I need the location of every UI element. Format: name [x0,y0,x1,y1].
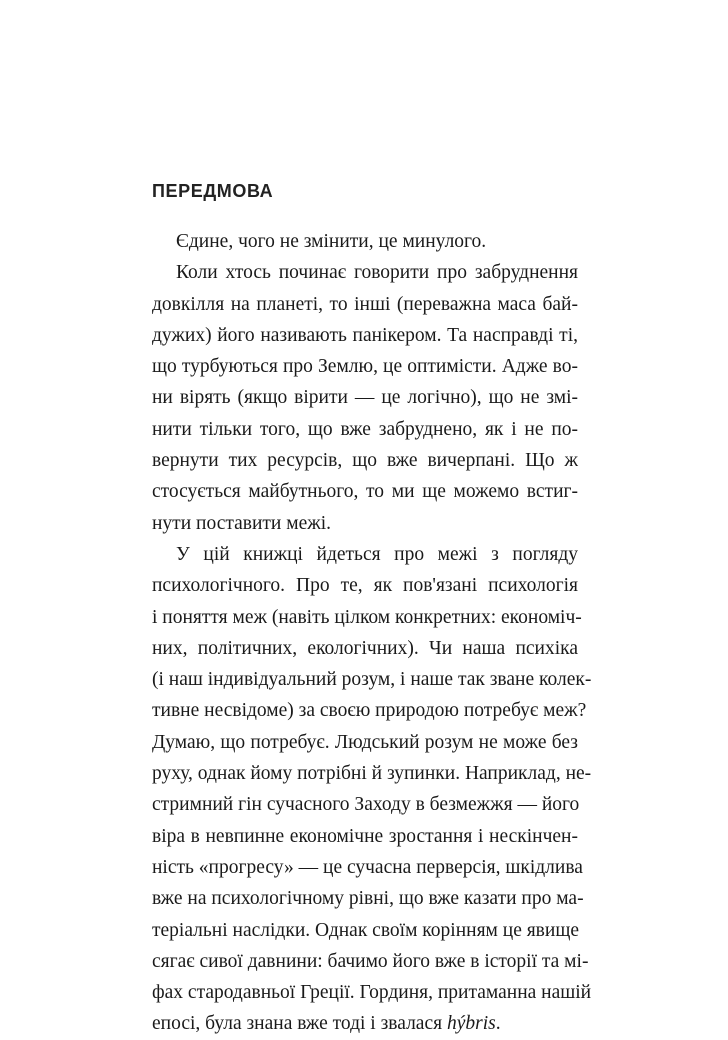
paragraph-2-line-2: довкілля на планеті, то інші (переважна маса бай- [152,293,578,315]
paragraph-3-line-3: і поняття меж (навіть цілком конкретних: економіч- [152,606,582,628]
paragraph-3-line-2: психологічного. Про те, як пов'язані психологія [152,575,578,597]
paragraph-2-line-7: вернути тих ресурсів, що вже вичерпані. Що ж [152,450,578,472]
paragraph-3-line-14: сягає сивої давнини: бачимо його вже в історії та мі- [152,950,589,972]
paragraph-1-line-1: Єдине, чого не змінити, це минулого. [176,231,487,252]
paragraph-3-line-16 [152,1008,578,1039]
paragraph-3-line-4: них, політичних, екологічних). Чи наша психіка [152,637,578,659]
paragraph-3-line-16-text: епосі, була знана вже тоді і звалася [152,1013,443,1035]
paragraph-3-line-8: руху, однак йому потрібні й зупинки. Наприклад, не- [152,763,592,785]
final-punctuation: . [495,1013,501,1035]
italic-term: hýbris [446,1013,496,1035]
paragraph-2-line-5: ни вірять (якщо вірити — це логічно), що не змі- [152,387,578,409]
paragraph-3-line-9: стримний гін сучасного Заходу в безмежжя — його [152,794,580,816]
paragraph-3-line-13: теріальні наслідки. Однак своїм корінням це явище [152,919,580,941]
paragraph-3-line-7: Думаю, що потребує. Людський розум не може без [152,731,578,753]
body-text [152,226,592,1040]
paragraph-3-line-15: фах стародавньої Греції. Гординя, притаманна нашій [152,982,592,1004]
paragraph-3-line-12: вже на психологічному рівні, що вже казати про ма- [152,888,584,910]
paragraph-2-line-6: нити тільки того, що вже забруднено, як і не по- [152,418,578,440]
paragraph-3-line-6: тивне несвідоме) за своєю природою потребує меж? [152,700,587,722]
paragraph-2-line-4: що турбуються про Землю, це оптимісти. Адже во- [152,356,578,378]
paragraph-2-line-9: нути поставити межі. [152,512,331,534]
chapter-heading: ПЕРЕДМОВА [152,181,274,201]
paragraph-2-line-3: дужих) його називають панікером. Та насправді ті, [152,324,578,346]
paragraph-2-line-1: Коли хтось починає говорити про забруднення [176,262,578,284]
paragraph-2-line-8: стосується майбутнього, то ми ще можемо встиг- [152,481,578,503]
paragraph-3-line-11: ність «прогресу» — це сучасна перверсія, шкідлива [152,856,583,878]
paragraph-3-line-10: віра в невпинне економічне зростання і нескінчен- [152,825,578,847]
paragraph-3-line-1: У цій книжці йдеться про межі з погляду [176,543,578,565]
paragraph-3-line-5: (і наш індивідуальний розум, і наше так зване колек- [152,669,592,691]
